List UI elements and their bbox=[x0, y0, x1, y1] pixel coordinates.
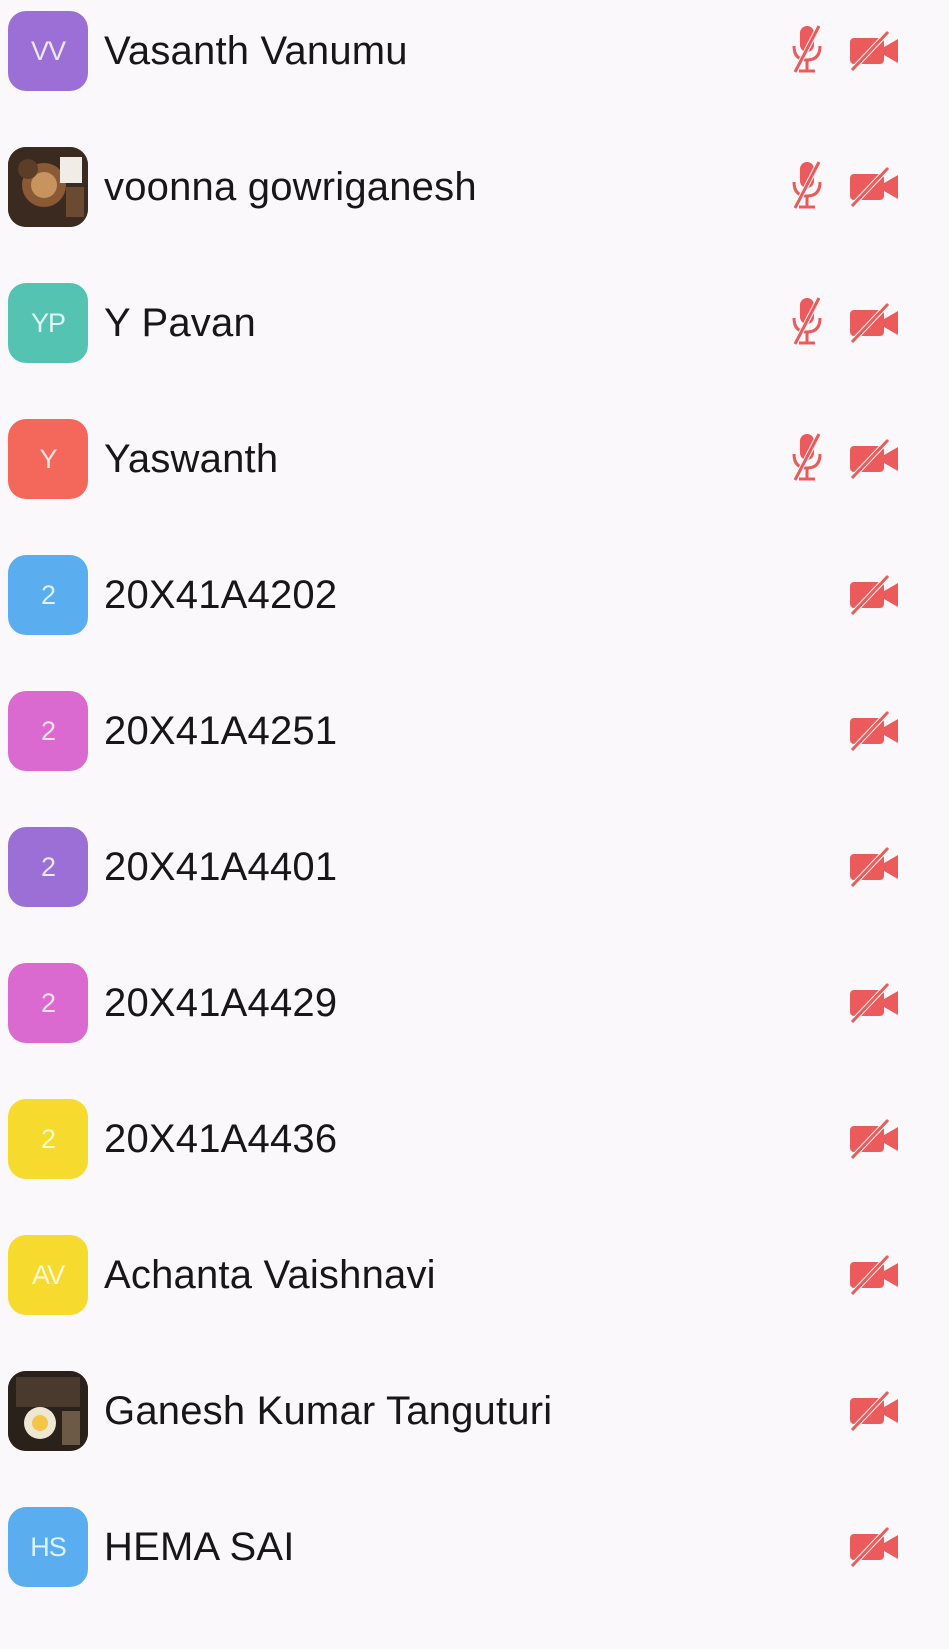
participant-row[interactable] bbox=[0, 1224, 949, 1334]
video-off-icon[interactable] bbox=[848, 982, 900, 1024]
avatar-initials: 2 bbox=[40, 579, 56, 610]
avatar bbox=[8, 1235, 88, 1315]
video-off-icon[interactable] bbox=[848, 710, 900, 752]
video-off-icon[interactable] bbox=[848, 30, 900, 72]
participant-row[interactable] bbox=[0, 0, 949, 110]
avatar-initials: AV bbox=[31, 1259, 64, 1290]
video-off-icon[interactable] bbox=[848, 438, 900, 480]
participant-row[interactable] bbox=[0, 1088, 949, 1198]
video-off-icon[interactable] bbox=[848, 1118, 900, 1160]
avatar bbox=[8, 11, 88, 91]
avatar bbox=[8, 691, 88, 771]
mic-muted-icon[interactable] bbox=[785, 294, 829, 350]
participant-row[interactable] bbox=[0, 1360, 949, 1470]
participant-row[interactable] bbox=[0, 544, 949, 654]
participant-name: Y Pavan bbox=[104, 301, 256, 345]
avatar-initials: VV bbox=[30, 35, 66, 66]
photo-avatar bbox=[8, 147, 88, 227]
avatar bbox=[8, 283, 88, 363]
avatar-initials: YP bbox=[30, 307, 66, 338]
video-off-icon[interactable] bbox=[848, 1254, 900, 1296]
participant-row[interactable] bbox=[0, 408, 949, 518]
mic-muted-icon[interactable] bbox=[785, 430, 829, 486]
avatar bbox=[8, 827, 88, 907]
avatar bbox=[8, 1507, 88, 1587]
participant-row[interactable] bbox=[0, 680, 949, 790]
participant-name: Achanta Vaishnavi bbox=[104, 1253, 436, 1297]
video-off-icon[interactable] bbox=[848, 574, 900, 616]
participant-name: Ganesh Kumar Tanguturi bbox=[104, 1389, 553, 1433]
participant-name: HEMA SAI bbox=[104, 1525, 295, 1569]
avatar bbox=[8, 963, 88, 1043]
avatar-initials: 2 bbox=[40, 987, 56, 1018]
avatar bbox=[8, 555, 88, 635]
mic-muted-icon[interactable] bbox=[785, 158, 829, 214]
participant-name: 20X41A4436 bbox=[104, 1117, 338, 1161]
participant-name: Vasanth Vanumu bbox=[104, 29, 408, 73]
video-off-icon[interactable] bbox=[848, 302, 900, 344]
participant-row[interactable] bbox=[0, 952, 949, 1062]
video-off-icon[interactable] bbox=[848, 1390, 900, 1432]
participant-row[interactable] bbox=[0, 816, 949, 926]
video-off-icon[interactable] bbox=[848, 1526, 900, 1568]
avatar-initials: HS bbox=[30, 1531, 66, 1562]
participant-name: 20X41A4401 bbox=[104, 845, 338, 889]
video-off-icon[interactable] bbox=[848, 166, 900, 208]
participant-name: Yaswanth bbox=[104, 437, 279, 481]
mic-muted-icon[interactable] bbox=[785, 22, 829, 78]
video-off-icon[interactable] bbox=[848, 846, 900, 888]
participant-name: 20X41A4429 bbox=[104, 981, 338, 1025]
avatar-initials: 2 bbox=[40, 1123, 56, 1154]
participant-name: 20X41A4202 bbox=[104, 573, 338, 617]
avatar-initials: 2 bbox=[40, 715, 56, 746]
avatar bbox=[8, 1099, 88, 1179]
avatar bbox=[8, 419, 88, 499]
avatar-initials: 2 bbox=[40, 851, 56, 882]
photo-avatar bbox=[8, 1371, 88, 1451]
participant-row[interactable] bbox=[0, 1496, 949, 1606]
participant-name: 20X41A4251 bbox=[104, 709, 338, 753]
avatar-initials: Y bbox=[39, 443, 57, 474]
participant-name: voonna gowriganesh bbox=[104, 165, 477, 209]
participant-row[interactable] bbox=[0, 136, 949, 246]
participant-row[interactable] bbox=[0, 272, 949, 382]
